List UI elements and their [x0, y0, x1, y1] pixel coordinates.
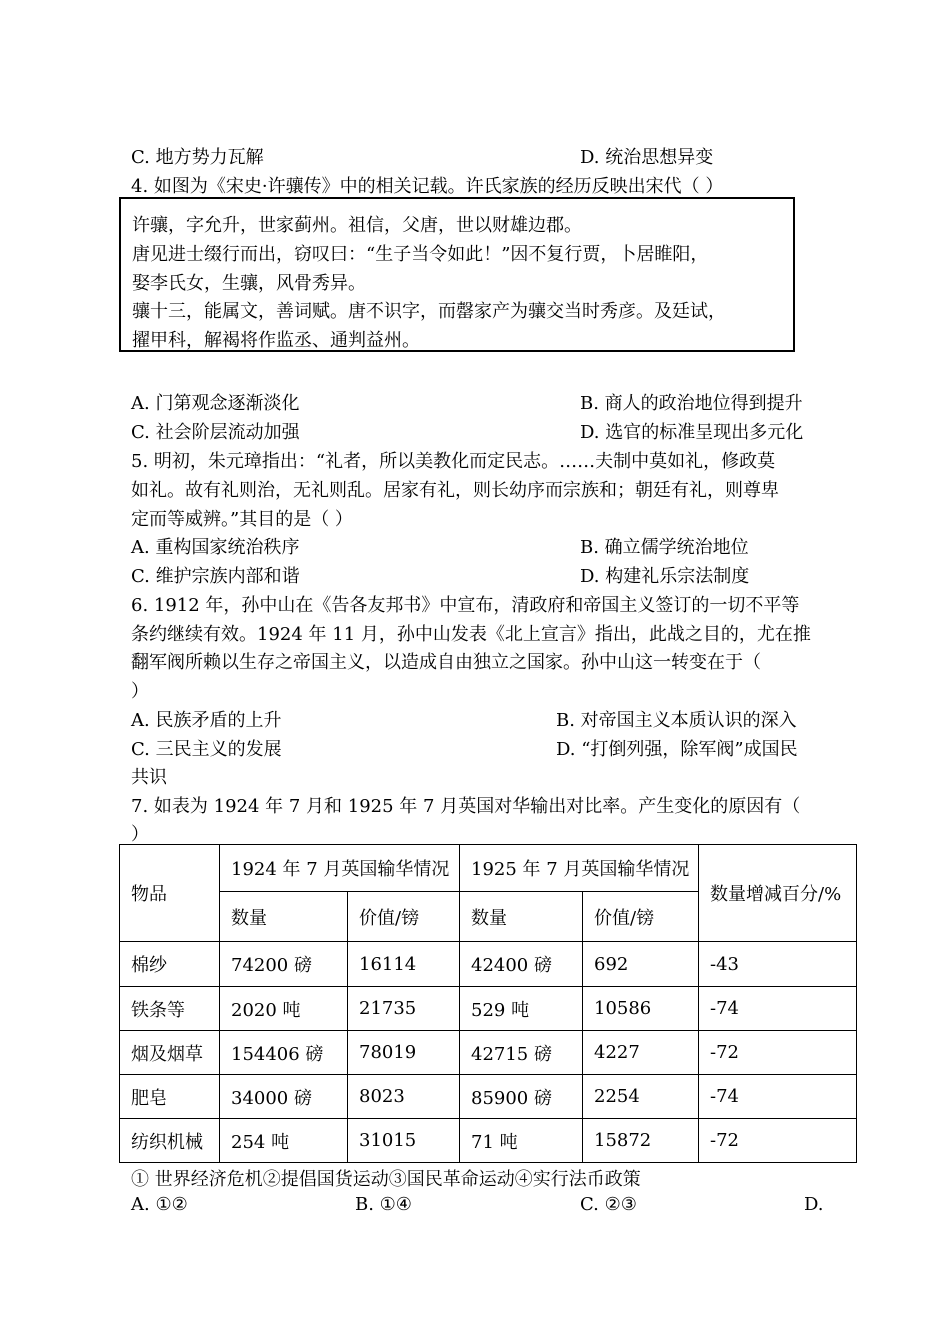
- table-cell: 肥皂: [120, 1075, 220, 1119]
- table-cell: 71 吨: [460, 1119, 583, 1163]
- q6-stem-line-3: 翻军阀所赖以生存之帝国主义，以造成自由独立之国家。孙中山这一转变在于（: [131, 652, 761, 673]
- table-cell: 31015: [348, 1119, 460, 1163]
- q4-quote-line-4: 骧十三，能属文，善词赋。唐不识字，而罄家产为骧交当时秀彦。及廷试，: [132, 301, 726, 322]
- q4-option-c: C. 社会阶层流动加强: [131, 422, 300, 443]
- table-cell: 692: [583, 942, 699, 987]
- q4-quote-box: [119, 197, 795, 352]
- q5-option-d: D. 构建礼乐宗法制度: [580, 566, 750, 587]
- q7-choices-line: ① 世界经济危机②提倡国货运动③国民革命运动④实行法币政策: [131, 1169, 641, 1190]
- q3-option-c: C. 地方势力瓦解: [131, 147, 264, 168]
- q7-export-table: [119, 844, 857, 1163]
- q5-option-c: C. 维护宗族内部和谐: [131, 566, 300, 587]
- table-cell: 21735: [348, 987, 460, 1031]
- table-row: [120, 987, 857, 1031]
- table-cell: 34000 磅: [220, 1075, 348, 1119]
- table-cell: -74: [699, 1075, 857, 1119]
- table-cell: -74: [699, 987, 857, 1031]
- table-cell: -72: [699, 1031, 857, 1075]
- table-cell: 529 吨: [460, 987, 583, 1031]
- q5-stem-line-1: 5. 明初，朱元璋指出：“礼者，所以美教化而定民志。……夫制中莫如礼，修政莫: [131, 451, 776, 472]
- q7-option-d: D.: [804, 1194, 824, 1215]
- table-cell: 4227: [583, 1031, 699, 1075]
- q6-option-a: A. 民族矛盾的上升: [131, 710, 282, 731]
- q5-option-a: A. 重构国家统治秩序: [131, 537, 300, 558]
- q4-option-b: B. 商人的政治地位得到提升: [580, 393, 803, 414]
- table-cell: 15872: [583, 1119, 699, 1163]
- q7-option-a: A. ①②: [131, 1194, 188, 1215]
- header-1924: 1924 年 7 月英国输华情况: [220, 845, 460, 892]
- q6-option-d-continued: 共识: [131, 767, 167, 788]
- subheader-val-1925: 价值/镑: [583, 892, 699, 942]
- q4-stem: 4. 如图为《宋史·许骧传》中的相关记载。许氏家族的经历反映出宋代（ ）: [131, 176, 724, 197]
- table-cell: 42715 磅: [460, 1031, 583, 1075]
- table-cell: -43: [699, 942, 857, 987]
- table-cell: 2254: [583, 1075, 699, 1119]
- subheader-qty-1924: 数量: [220, 892, 348, 942]
- q5-stem-line-2: 如礼。故有礼则治，无礼则乱。居家有礼，则长幼序而宗族和；朝廷有礼，则尊卑: [131, 480, 779, 501]
- q4-quote-line-5: 擢甲科，解褐将作监丞、通判益州。: [132, 330, 420, 351]
- q7-stem-line-1: 7. 如表为 1924 年 7 月和 1925 年 7 月英国对华输出对比率。产生变化的原因有（: [131, 796, 801, 817]
- table-row: [120, 1075, 857, 1119]
- subheader-val-1924: 价值/镑: [348, 892, 460, 942]
- header-1925: 1925 年 7 月英国输华情况: [460, 845, 699, 892]
- table-cell: 10586: [583, 987, 699, 1031]
- table-cell: 154406 磅: [220, 1031, 348, 1075]
- table-header-row: [120, 845, 857, 892]
- table-cell: 铁条等: [120, 987, 220, 1031]
- q6-option-b: B. 对帝国主义本质认识的深入: [556, 710, 797, 731]
- q4-quote-line-3: 娶李氏女，生骧，风骨秀异。: [132, 273, 366, 294]
- subheader-qty-1925: 数量: [460, 892, 583, 942]
- table-cell: 8023: [348, 1075, 460, 1119]
- table-row: [120, 942, 857, 987]
- q6-stem-line-4: ）: [131, 681, 149, 702]
- q6-option-d: D. “打倒列强，除军阀”成国民: [556, 739, 798, 760]
- q7-stem-line-2: ）: [131, 824, 149, 845]
- q6-stem-line-2: 条约继续有效。1924 年 11 月，孙中山发表《北上宣言》指出，此战之目的，尤在推: [131, 624, 811, 645]
- header-item: 物品: [120, 845, 220, 942]
- table-cell: 棉纱: [120, 942, 220, 987]
- q5-stem-line-3: 定而等威辨。”其目的是（ ）: [131, 509, 353, 530]
- q4-option-a: A. 门第观念逐渐淡化: [131, 393, 300, 414]
- table-row: [120, 1119, 857, 1163]
- table-cell: 2020 吨: [220, 987, 348, 1031]
- table-cell: 85900 磅: [460, 1075, 583, 1119]
- header-change: 数量增减百分/%: [699, 845, 857, 942]
- q7-option-c: C. ②③: [580, 1194, 637, 1215]
- q4-option-d: D. 选官的标准呈现出多元化: [580, 422, 804, 443]
- table-cell: -72: [699, 1119, 857, 1163]
- table-cell: 42400 磅: [460, 942, 583, 987]
- q6-option-c: C. 三民主义的发展: [131, 739, 282, 760]
- q5-option-b: B. 确立儒学统治地位: [580, 537, 749, 558]
- q6-stem-line-1: 6. 1912 年，孙中山在《告各友邦书》中宣布，清政府和帝国主义签订的一切不平等: [131, 595, 800, 616]
- table-row: [120, 1031, 857, 1075]
- q4-quote-line-1: 许骧，字允升，世家蓟州。祖信，父唐，世以财雄边郡。: [132, 215, 582, 236]
- table-cell: 254 吨: [220, 1119, 348, 1163]
- q3-option-d: D. 统治思想异变: [580, 147, 714, 168]
- table-cell: 纺织机械: [120, 1119, 220, 1163]
- table-cell: 78019: [348, 1031, 460, 1075]
- table-cell: 烟及烟草: [120, 1031, 220, 1075]
- table-cell: 16114: [348, 942, 460, 987]
- q4-quote-line-2: 唐见进士缀行而出，窃叹曰：“生子当令如此！”因不复行贾，卜居睢阳，: [132, 244, 709, 265]
- q7-option-b: B. ①④: [355, 1194, 412, 1215]
- table-cell: 74200 磅: [220, 942, 348, 987]
